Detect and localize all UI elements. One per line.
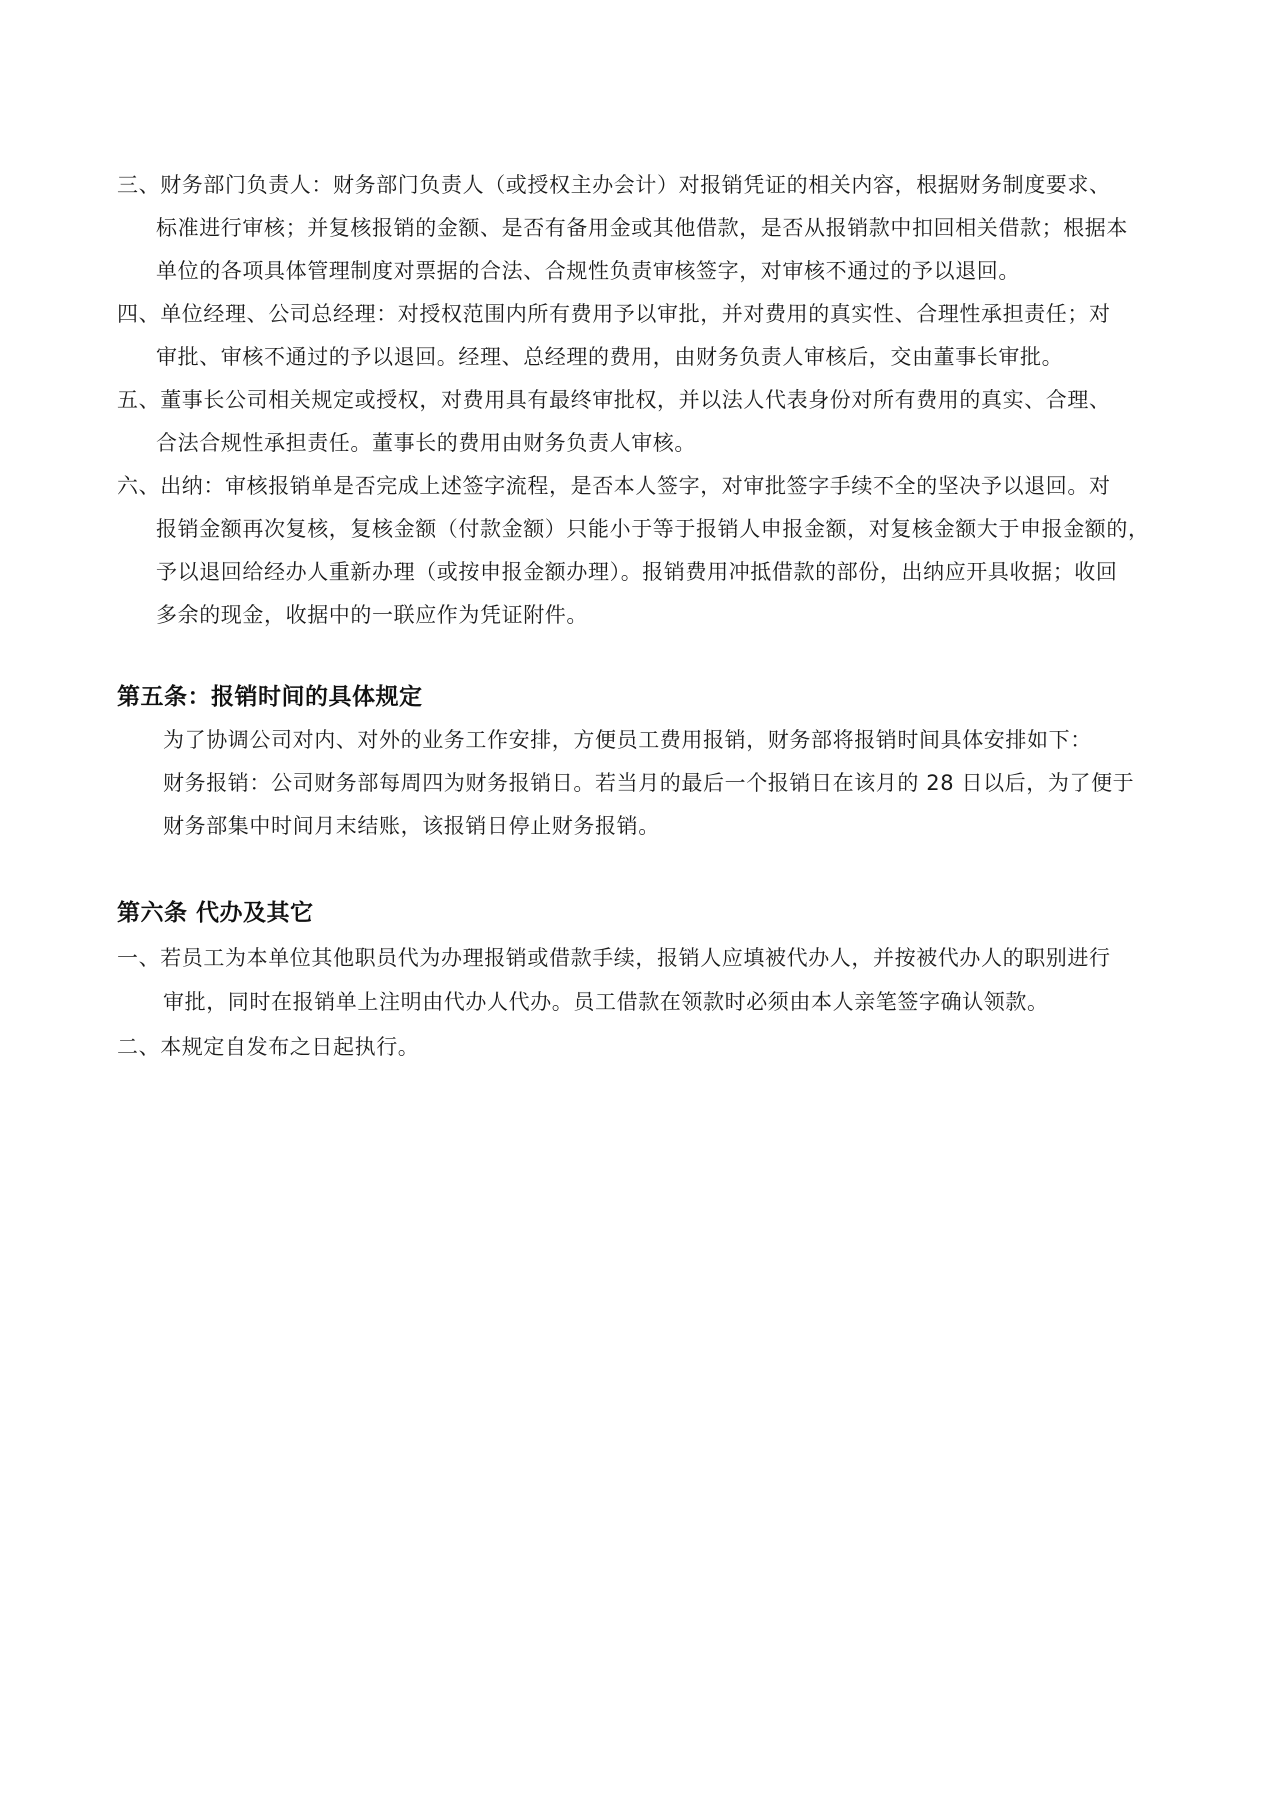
item-5-line-1: 五、董事长公司相关规定或授权，对费用具有最终审批权，并以法人代表身份对所有费用的真实、合理、: [117, 388, 1111, 412]
article-5-line-3: 财务部集中时间月末结账，该报销日停止财务报销。: [163, 814, 660, 838]
article-6-item-2-line-1: 二、本规定自发布之日起执行。: [117, 1035, 420, 1059]
article-5-heading: 第五条：报销时间的具体规定: [117, 684, 423, 710]
item-6-line-4: 多余的现金，收据中的一联应作为凭证附件。: [156, 603, 588, 627]
item-4-line-1: 四、单位经理、公司总经理：对授权范围内所有费用予以审批，并对费用的真实性、合理性承担责任；对: [117, 302, 1111, 326]
article-5-line-1: 为了协调公司对内、对外的业务工作安排，方便员工费用报销，财务部将报销时间具体安排如下：: [163, 728, 1092, 752]
article-5-line-2: 财务报销：公司财务部每周四为财务报销日。若当月的最后一个报销日在该月的 28 日以后，为了便于: [163, 771, 1135, 795]
item-3-line-1: 三、财务部门负责人：财务部门负责人（或授权主办会计）对报销凭证的相关内容，根据财务制度要求、: [117, 173, 1111, 197]
item-6-line-3: 予以退回给经办人重新办理（或按申报金额办理）。报销费用冲抵借款的部份，出纳应开具收据；收回: [156, 560, 1118, 584]
item-6-line-1: 六、出纳：审核报销单是否完成上述签字流程，是否本人签字，对审批签字手续不全的坚决予以退回。对: [117, 474, 1111, 498]
article-6-item-1-line-2: 审批，同时在报销单上注明由代办人代办。员工借款在领款时必须由本人亲笔签字确认领款。: [163, 990, 1049, 1014]
item-3-line-3: 单位的各项具体管理制度对票据的合法、合规性负责审核签字，对审核不通过的予以退回。: [156, 259, 1020, 283]
item-6-line-2: 报销金额再次复核，复核金额（付款金额）只能小于等于报销人申报金额，对复核金额大于申报金额的，: [156, 517, 1150, 541]
item-5-line-2: 合法合规性承担责任。董事长的费用由财务负责人审核。: [156, 431, 696, 455]
article-6-item-1-line-1: 一、若员工为本单位其他职员代为办理报销或借款手续，报销人应填被代办人，并按被代办人的职别进行: [117, 946, 1111, 970]
item-3-line-2: 标准进行审核；并复核报销的金额、是否有备用金或其他借款，是否从报销款中扣回相关借款；根据本: [156, 216, 1128, 240]
item-4-line-2: 审批、审核不通过的予以退回。经理、总经理的费用，由财务负责人审核后，交由董事长审批。: [156, 345, 1064, 369]
article-6-heading: 第六条 代办及其它: [117, 900, 314, 926]
